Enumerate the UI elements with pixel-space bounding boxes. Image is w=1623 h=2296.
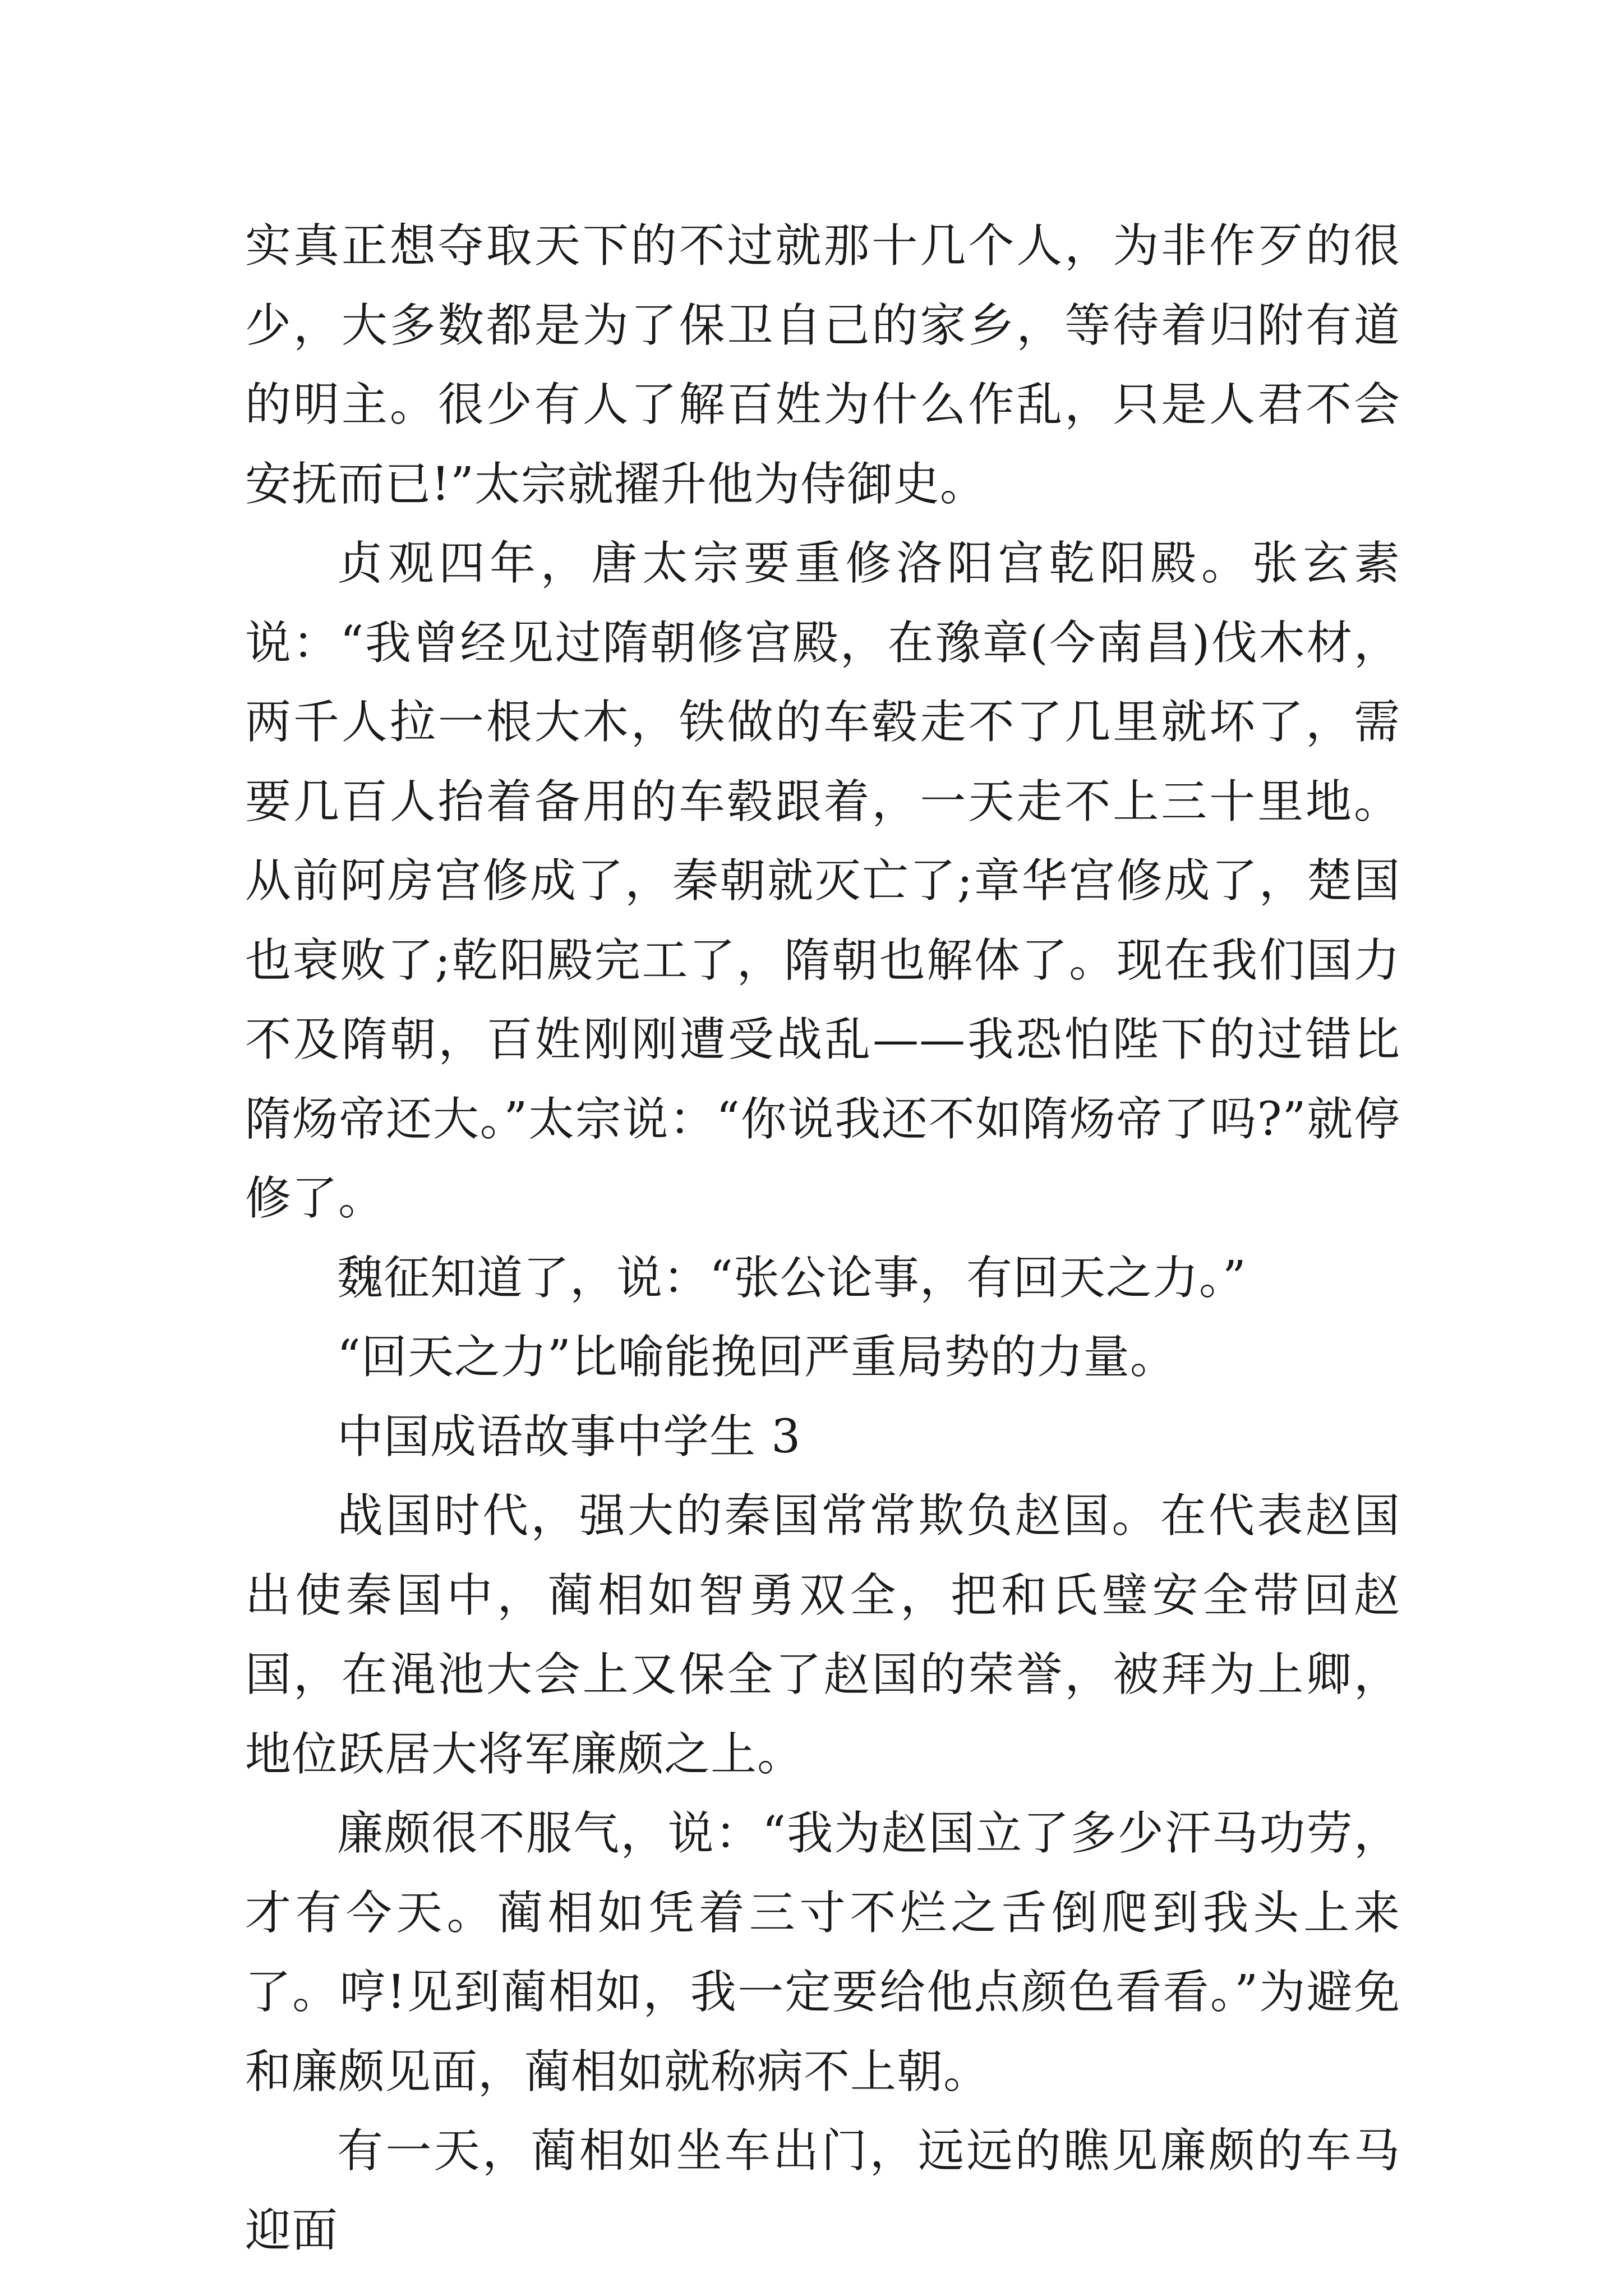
paragraph-one-day: 有一天，蔺相如坐车出门，远远的瞧见廉颇的车马迎面 — [245, 2124, 1400, 2257]
document-body — [245, 206, 1400, 2270]
paragraph-weizheng-comment: 魏征知道了，说：“张公论事，有回天之力。” — [337, 1251, 1247, 1305]
paragraph-continuation: 实真正想夺取天下的不过就那十几个人，为非作歹的很少，大多数都是为了保卫自己的家乡，等待着归附有道的明主。很少有人了解百姓为什么作乱，只是人君不会安抚而已!”太宗就擢升他为侍御史。 — [245, 219, 1400, 511]
paragraph-idiom-meaning: “回天之力”比喻能挽回严重局势的力量。 — [337, 1331, 1177, 1384]
section-heading: 中国成语故事中学生 3 — [337, 1410, 801, 1464]
paragraph-warring-states: 战国时代，强大的秦国常常欺负赵国。在代表赵国出使秦国中，蔺相如智勇双全，把和氏璧安全带回赵国，在渑池大会上又保全了赵国的荣誉，被拜为上卿，地位跃居大将军廉颇之上。 — [245, 1489, 1400, 1781]
paragraph-lianpo-unconvinced: 廉颇很不服气，说：“我为赵国立了多少汗马功劳，才有今天。蔺相如凭着三寸不烂之舌倒爬到我头上来了。哼!见到蔺相如，我一定要给他点颜色看看。”为避免和廉颇见面，蔺相如就称病不上朝。 — [245, 1807, 1400, 2099]
paragraph-zhenguan-palace: 贞观四年，唐太宗要重修洛阳宫乾阳殿。张玄素说：“我曾经见过隋朝修宫殿，在豫章(今南昌)伐木材，两千人拉一根大木，铁做的车毂走不了几里就坏了，需要几百人抬着备用的车毂跟着，一天走不上三十里地。从前阿房宫修成了，秦朝就灭亡了;章华宫修成了，楚国也衰败了;乾阳殿完工了，隋朝也解体了。现在我们国力不及隋朝，百姓刚刚遭受战乱——我恐怕陛下的过错比隋炀帝还大。”太宗说：“你说我还不如隋炀帝了吗?”就停修了。 — [245, 537, 1400, 1225]
